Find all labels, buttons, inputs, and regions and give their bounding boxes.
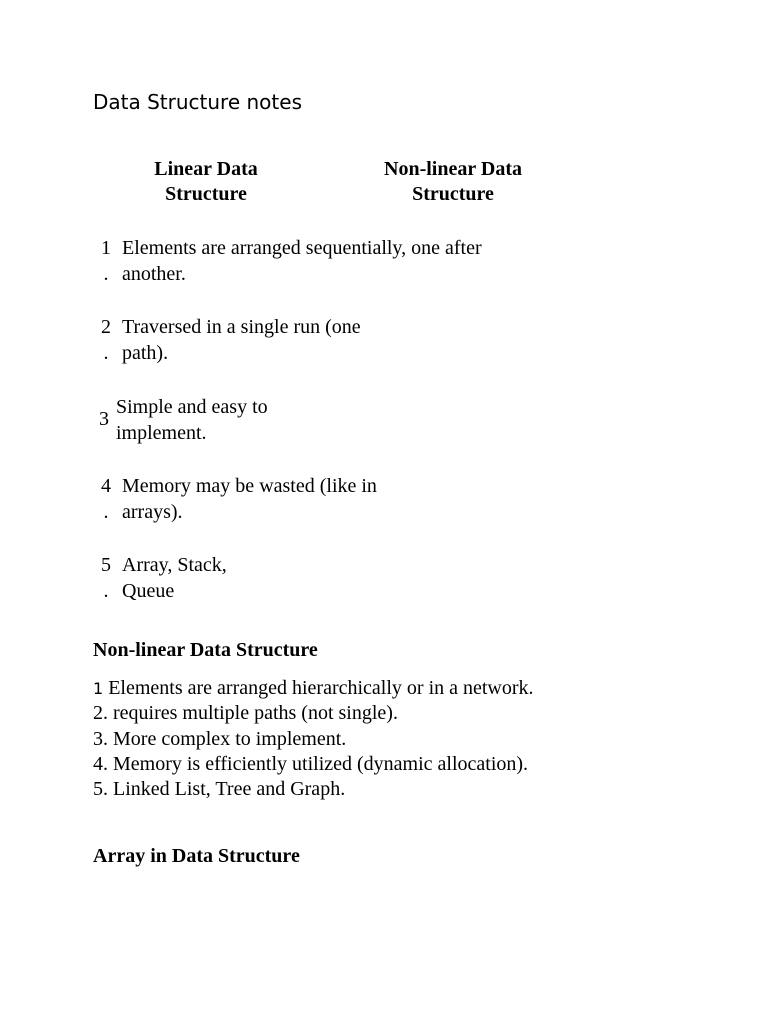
item-number-dot: .: [103, 262, 109, 285]
item-number: [97, 315, 115, 366]
item-number: [97, 474, 115, 525]
list-item: 3. More complex to implement.: [93, 727, 347, 750]
item-text-line-1: Elements are arranged sequentially, one after: [122, 237, 482, 259]
column-header-linear-line-2: Structure: [165, 183, 247, 205]
list-item: 5. Linked List, Tree and Graph.: [93, 778, 346, 801]
item-number-dot: .: [103, 500, 109, 523]
item-text-line-1: Simple and easy to: [116, 396, 268, 418]
item-text: [116, 395, 268, 446]
item-text-line-1: Traversed in a single run (one: [122, 316, 361, 338]
item-text: [122, 236, 482, 287]
item-number: [97, 553, 115, 604]
item-number-digit: 4: [101, 475, 111, 497]
item-text-line-2: arrays).: [122, 500, 183, 523]
item-number-digit: 3: [99, 408, 109, 430]
column-header-nonlinear: [353, 157, 553, 207]
list-item: 4. Memory is efficiently utilized (dynamic allocation).: [93, 752, 529, 775]
list-item-number: 1: [93, 679, 104, 698]
item-number-digit: 2: [101, 316, 111, 338]
item-text-line-2: Queue: [122, 579, 175, 602]
list-item: [93, 676, 534, 701]
item-text-line-2: another.: [122, 262, 186, 285]
column-header-linear-line-1: Linear Data: [154, 158, 258, 180]
document-title: Data Structure notes: [93, 90, 302, 114]
item-text-line-1: Memory may be wasted (like in: [122, 475, 377, 497]
list-item: 2. requires multiple paths (not single).: [93, 702, 398, 725]
column-header-nonlinear-line-2: Structure: [412, 183, 494, 205]
nonlinear-list: [93, 676, 534, 802]
item-number-digit: 1: [101, 237, 111, 259]
item-text-line-2: path).: [122, 341, 169, 364]
array-section-heading: Array in Data Structure: [93, 845, 300, 867]
item-number-dot: .: [103, 341, 109, 364]
item-text: [122, 315, 361, 366]
item-text: [122, 474, 377, 525]
item-number: [97, 407, 111, 433]
item-text: [122, 553, 227, 604]
list-item-text: Elements are arranged hierarchically or in a network.: [108, 677, 534, 699]
item-text-line-1: Array, Stack,: [122, 554, 227, 576]
column-header-nonlinear-line-1: Non-linear Data: [384, 158, 522, 180]
item-text-line-2: implement.: [116, 421, 207, 444]
column-header-linear: [116, 157, 296, 207]
nonlinear-section-heading: Non-linear Data Structure: [93, 639, 318, 661]
item-number-dot: .: [103, 579, 109, 602]
item-number: [97, 236, 115, 287]
item-number-digit: 5: [101, 554, 111, 576]
